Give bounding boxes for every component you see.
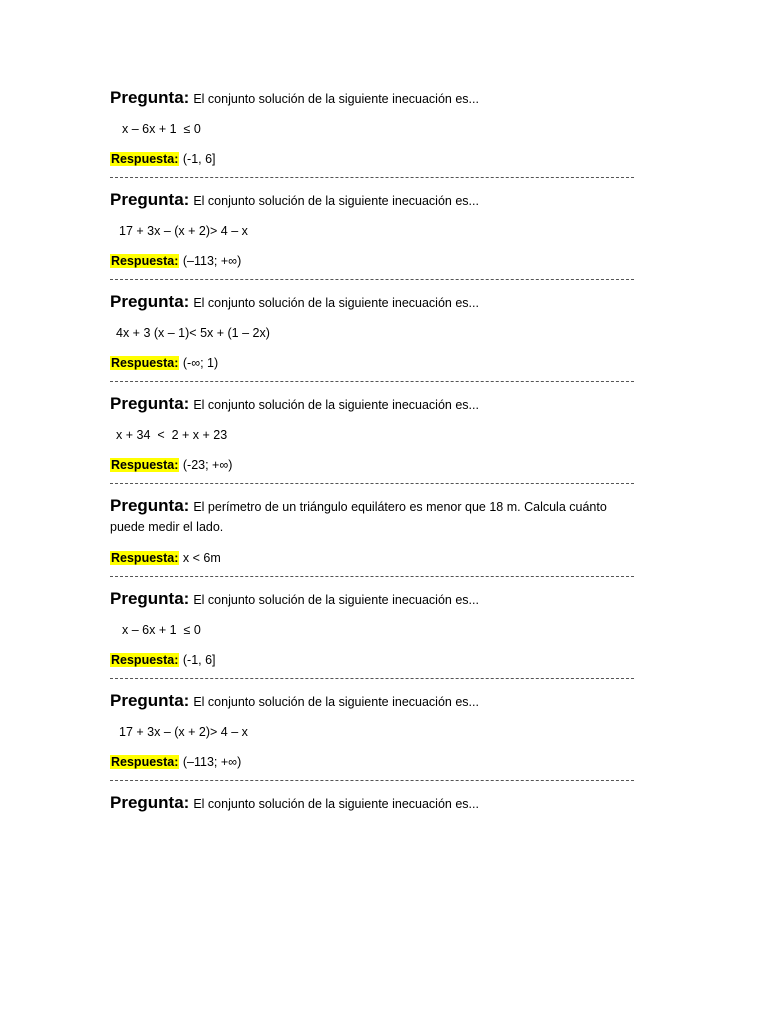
dashed-divider [110,279,634,280]
answer-line [110,150,634,168]
question-block [110,793,634,814]
dashed-divider [110,381,634,382]
dashed-divider [110,177,634,178]
dashed-divider [110,780,634,781]
pregunta-label: Pregunta: [110,190,190,209]
question-text: El conjunto solución de la siguiente inecuación es... [193,695,479,709]
dashed-divider [110,483,634,484]
pregunta-label: Pregunta: [110,88,190,107]
expression: 17 + 3x – (x + 2)> 4 – x [119,224,248,238]
question-text: El conjunto solución de la siguiente inecuación es... [193,92,479,106]
pregunta-label: Pregunta: [110,496,190,515]
respuesta-label: Respuesta: [111,458,179,472]
expression: 4x + 3 (x – 1)< 5x + (1 – 2x) [116,326,270,340]
question-line [110,496,634,537]
answer-line [110,252,634,270]
question-text: El conjunto solución de la siguiente inecuación es... [193,797,479,811]
pregunta-label: Pregunta: [110,589,190,608]
expression: x – 6x + 1 ≤ 0 [122,623,201,637]
respuesta-label: Respuesta: [111,653,179,667]
pregunta-label: Pregunta: [110,394,190,413]
question-line [110,88,634,109]
question-text: El perímetro de un triángulo equilátero es menor que 18 m. Calcula cuánto puede medir el lado. [110,500,607,534]
question-text: El conjunto solución de la siguiente inecuación es... [193,398,479,412]
question-block [110,190,634,270]
pregunta-label: Pregunta: [110,292,190,311]
question-line [110,793,634,814]
answer-value: x < 6m [182,551,221,565]
question-block [110,292,634,372]
question-line [110,589,634,610]
pregunta-label: Pregunta: [110,691,190,710]
answer-line [110,549,634,567]
document-page [110,88,634,814]
dashed-divider [110,678,634,679]
question-line [110,190,634,211]
answer-line [110,354,634,372]
answer-value: (-1, 6] [182,152,216,166]
answer-value: (-1, 6] [182,653,216,667]
answer-line [110,753,634,771]
question-line [110,691,634,712]
respuesta-label: Respuesta: [111,152,179,166]
answer-value: (-∞; 1) [182,356,219,370]
expression: x + 34 < 2 + x + 23 [116,428,228,442]
pregunta-label: Pregunta: [110,793,190,812]
question-block [110,496,634,567]
question-text: El conjunto solución de la siguiente inecuación es... [193,593,479,607]
answer-value: (–113; +∞) [182,755,242,769]
question-block [110,691,634,771]
respuesta-label: Respuesta: [111,356,179,370]
question-text: El conjunto solución de la siguiente inecuación es... [193,194,479,208]
expression: 17 + 3x – (x + 2)> 4 – x [119,725,248,739]
answer-value: (-23; +∞) [182,458,233,472]
respuesta-label: Respuesta: [111,551,179,565]
question-block [110,589,634,669]
question-text: El conjunto solución de la siguiente inecuación es... [193,296,479,310]
answer-value: (–113; +∞) [182,254,242,268]
expression: x – 6x + 1 ≤ 0 [122,122,201,136]
answer-line [110,456,634,474]
respuesta-label: Respuesta: [111,254,179,268]
question-line [110,292,634,313]
question-line [110,394,634,415]
answer-line [110,651,634,669]
respuesta-label: Respuesta: [111,755,179,769]
dashed-divider [110,576,634,577]
question-block [110,394,634,474]
question-block [110,88,634,168]
